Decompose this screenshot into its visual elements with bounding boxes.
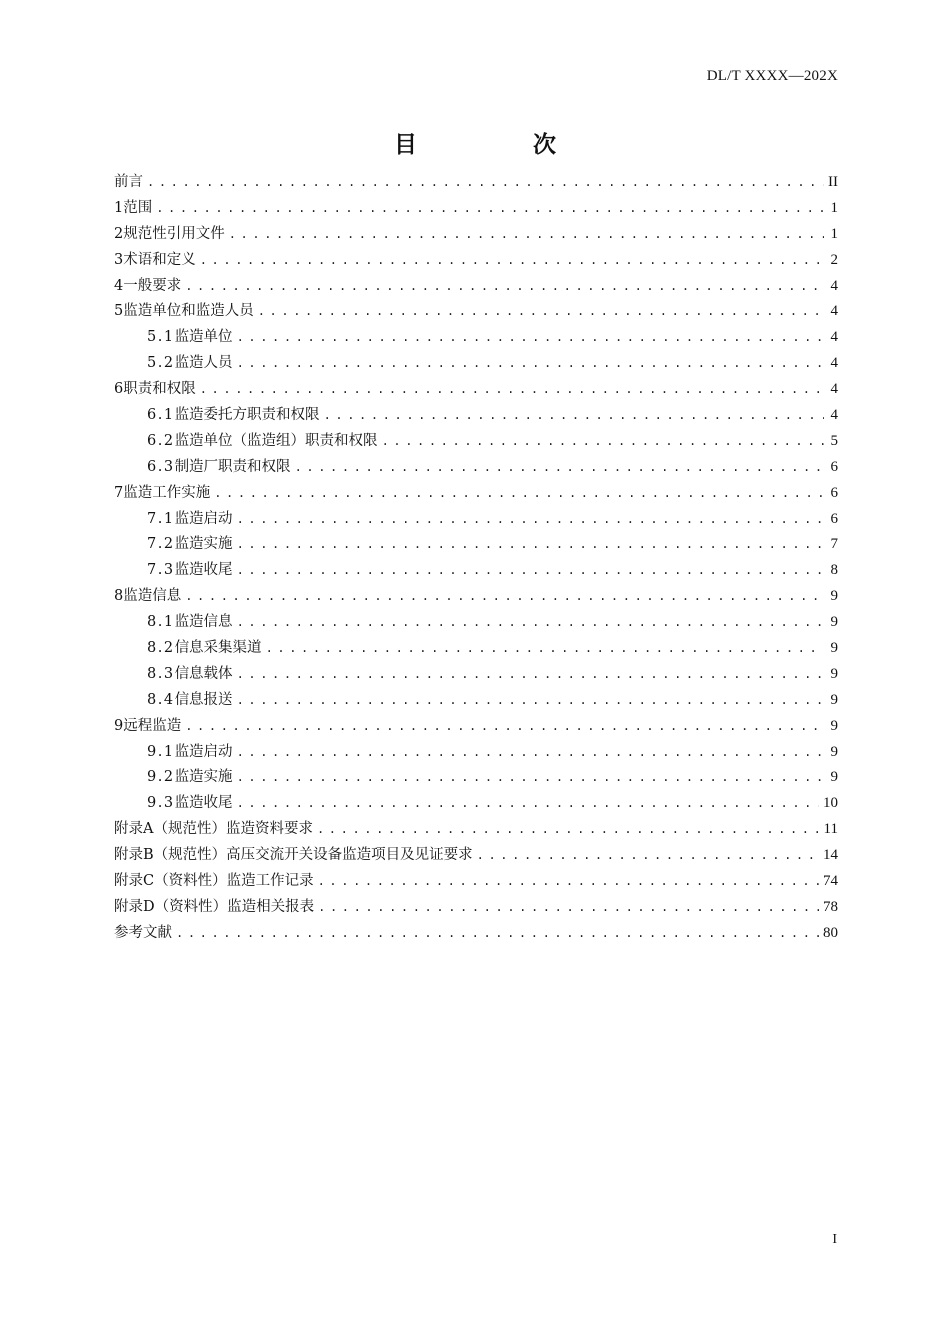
toc-entry-page: 9: [830, 614, 838, 631]
toc-entry-page: II: [828, 174, 838, 190]
toc-dot-leader: [229, 222, 824, 248]
toc-entry[interactable]: [114, 481, 838, 507]
toc-dot-leader: [185, 714, 824, 740]
toc-dot-leader: [477, 843, 819, 869]
toc-dot-leader: [237, 791, 819, 817]
toc-entry-number: 8.2: [147, 640, 175, 657]
toc-entry-page: 4: [830, 381, 838, 398]
toc-dot-leader: [237, 558, 824, 584]
toc-entry-number: 附录C（资料性）: [114, 873, 227, 890]
toc-entry-label: 监造委托方职责和权限: [174, 407, 320, 424]
toc-entry-label: 监造实施: [174, 536, 233, 553]
toc-entry-page: 4: [830, 329, 838, 346]
toc-entry-number: 8.1: [147, 614, 175, 631]
toc-entry-number: 8.3: [147, 665, 175, 682]
toc-entry-label: 监造工作实施: [123, 484, 211, 501]
toc-dot-leader: [237, 662, 824, 688]
toc-entry[interactable]: [114, 817, 838, 843]
toc-dot-leader: [185, 274, 824, 300]
toc-list: [114, 170, 838, 947]
toc-entry[interactable]: [114, 351, 838, 377]
toc-entry-label: 一般要求: [123, 277, 182, 294]
toc-dot-leader: [147, 170, 824, 196]
toc-entry-page: 9: [830, 769, 838, 786]
toc-entry-page: 1: [830, 199, 838, 216]
toc-entry[interactable]: [114, 170, 838, 196]
toc-entry[interactable]: [114, 843, 838, 869]
toc-dot-leader: [237, 688, 824, 714]
toc-entry[interactable]: [114, 377, 838, 403]
toc-entry-label: 远程监造: [123, 717, 182, 734]
toc-entry[interactable]: [114, 299, 838, 325]
toc-entry-page: 8: [830, 562, 838, 579]
toc-entry-label: 监造单位（监造组）职责和权限: [174, 432, 378, 449]
toc-entry-number: 7.1: [147, 510, 175, 527]
toc-entry[interactable]: [114, 248, 838, 274]
toc-entry-label: 监造启动: [174, 510, 233, 527]
toc-entry-page: 7: [830, 536, 838, 553]
toc-entry-label: 高压交流开关设备监造项目及见证要求: [226, 847, 473, 864]
toc-entry-page: 14: [823, 847, 838, 864]
toc-dot-leader: [266, 636, 824, 662]
toc-dot-leader: [156, 196, 824, 222]
toc-entry-label: 参考文献: [114, 924, 172, 941]
toc-entry-label: 监造相关报表: [227, 898, 315, 915]
toc-dot-leader: [382, 429, 824, 455]
toc-entry[interactable]: [114, 507, 838, 533]
toc-dot-leader: [185, 584, 824, 610]
toc-dot-leader: [237, 740, 824, 766]
toc-entry-page: 9: [830, 691, 838, 708]
toc-dot-leader: [258, 299, 824, 325]
toc-entry-label: 监造信息: [123, 588, 182, 605]
toc-entry-label: 前言: [114, 174, 143, 190]
toc-entry-number: 6.3: [147, 458, 175, 475]
toc-entry[interactable]: [114, 222, 838, 248]
toc-entry[interactable]: [114, 403, 838, 429]
toc-dot-leader: [200, 248, 824, 274]
toc-entry-label: 制造厂职责和权限: [174, 458, 291, 475]
toc-entry-page: 78: [823, 898, 838, 915]
toc-entry[interactable]: [114, 196, 838, 222]
toc-title: 目 次: [393, 132, 610, 158]
toc-dot-leader: [318, 869, 819, 895]
toc-entry-label: 监造实施: [174, 769, 233, 786]
toc-entry-label: 监造资料要求: [225, 821, 313, 838]
toc-entry-number: 1: [114, 199, 124, 216]
toc-entry-number: 5.1: [147, 329, 175, 346]
toc-entry[interactable]: [114, 429, 838, 455]
toc-entry[interactable]: [114, 610, 838, 636]
toc-entry-number: 8: [114, 588, 124, 605]
toc-entry-number: 9.2: [147, 769, 175, 786]
toc-entry-label: 信息采集渠道: [174, 640, 262, 657]
toc-dot-leader: [237, 532, 824, 558]
toc-dot-leader: [237, 351, 824, 377]
toc-entry-number: 附录D（资料性）: [114, 898, 228, 915]
toc-dot-leader: [176, 921, 819, 947]
page-number: I: [832, 1232, 837, 1247]
toc-entry-number: 7: [114, 484, 124, 501]
toc-entry-label: 信息报送: [174, 691, 233, 708]
toc-entry[interactable]: [114, 869, 838, 895]
toc-dot-leader: [318, 895, 819, 921]
toc-entry-number: 7.2: [147, 536, 175, 553]
toc-entry-number: 9.1: [147, 743, 175, 760]
toc-entry[interactable]: [114, 740, 838, 766]
toc-entry-label: 信息载体: [174, 665, 233, 682]
toc-entry-page: 9: [830, 665, 838, 682]
toc-entry-label: 监造收尾: [174, 795, 233, 812]
toc-entry-page: 11: [823, 821, 838, 838]
toc-entry-number: 附录A（规范性）: [114, 821, 226, 838]
toc-entry-label: 监造单位和监造人员: [123, 303, 254, 320]
toc-entry-page: 74: [823, 873, 838, 890]
toc-entry[interactable]: [114, 455, 838, 481]
toc-entry-label: 监造启动: [174, 743, 233, 760]
toc-entry-label: 术语和定义: [123, 251, 196, 268]
toc-entry-label: 监造人员: [174, 355, 233, 372]
toc-entry[interactable]: [114, 714, 838, 740]
toc-entry-page: 6: [830, 458, 838, 475]
toc-entry-page: 9: [830, 743, 838, 760]
toc-entry-page: 4: [830, 277, 838, 294]
toc-entry[interactable]: [114, 662, 838, 688]
toc-entry-number: 5: [114, 303, 124, 320]
toc-entry-number: 2: [114, 225, 124, 242]
toc-entry-number: 6.1: [147, 407, 175, 424]
toc-entry-label: 监造收尾: [174, 562, 233, 579]
toc-entry-label: 职责和权限: [123, 381, 196, 398]
toc-entry-number: 5.2: [147, 355, 175, 372]
toc-entry[interactable]: [114, 584, 838, 610]
toc-dot-leader: [317, 817, 820, 843]
toc-entry-number: 4: [114, 277, 124, 294]
toc-entry-label: 监造单位: [174, 329, 233, 346]
toc-entry[interactable]: [114, 895, 838, 921]
toc-entry-page: 4: [830, 407, 838, 424]
toc-entry-page: 80: [823, 924, 838, 941]
toc-entry[interactable]: [114, 765, 838, 791]
toc-entry-number: 附录B（规范性）: [114, 847, 227, 864]
toc-entry-page: 4: [830, 303, 838, 320]
toc-entry[interactable]: [114, 274, 838, 300]
toc-dot-leader: [237, 765, 824, 791]
toc-entry-page: 9: [830, 717, 838, 734]
toc-entry-label: 监造信息: [174, 614, 233, 631]
toc-dot-leader: [237, 610, 824, 636]
toc-entry-page: 9: [830, 588, 838, 605]
toc-entry-page: 6: [830, 484, 838, 501]
toc-entry-number: 9: [114, 717, 124, 734]
toc-dot-leader: [200, 377, 824, 403]
toc-dot-leader: [237, 507, 824, 533]
toc-dot-leader: [295, 455, 824, 481]
toc-entry-number: 6: [114, 381, 124, 398]
toc-entry-page: 6: [830, 510, 838, 527]
toc-entry-number: 3: [114, 251, 124, 268]
document-code: DL/T XXXX—202X: [706, 68, 838, 84]
toc-entry[interactable]: [114, 688, 838, 714]
toc-entry-label: 规范性引用文件: [123, 225, 225, 242]
toc-dot-leader: [214, 481, 824, 507]
toc-entry-label: 监造工作记录: [226, 873, 314, 890]
toc-entry-number: 7.3: [147, 562, 175, 579]
toc-entry-page: 5: [830, 432, 838, 449]
toc-entry-number: 9.3: [147, 795, 175, 812]
toc-entry-label: 范围: [123, 199, 153, 216]
toc-entry[interactable]: [114, 921, 838, 947]
toc-entry[interactable]: [114, 325, 838, 351]
toc-entry-page: 1: [830, 225, 838, 242]
toc-entry-page: 4: [830, 355, 838, 372]
toc-entry[interactable]: [114, 636, 838, 662]
toc-entry[interactable]: [114, 791, 838, 817]
toc-entry-number: 8.4: [147, 691, 175, 708]
toc-dot-leader: [324, 403, 824, 429]
toc-entry-number: 6.2: [147, 432, 175, 449]
toc-entry-page: 2: [830, 251, 838, 268]
toc-entry-page: 9: [830, 640, 838, 657]
toc-dot-leader: [237, 325, 824, 351]
toc-entry[interactable]: [114, 558, 838, 584]
toc-entry[interactable]: [114, 532, 838, 558]
toc-entry-page: 10: [823, 795, 838, 812]
